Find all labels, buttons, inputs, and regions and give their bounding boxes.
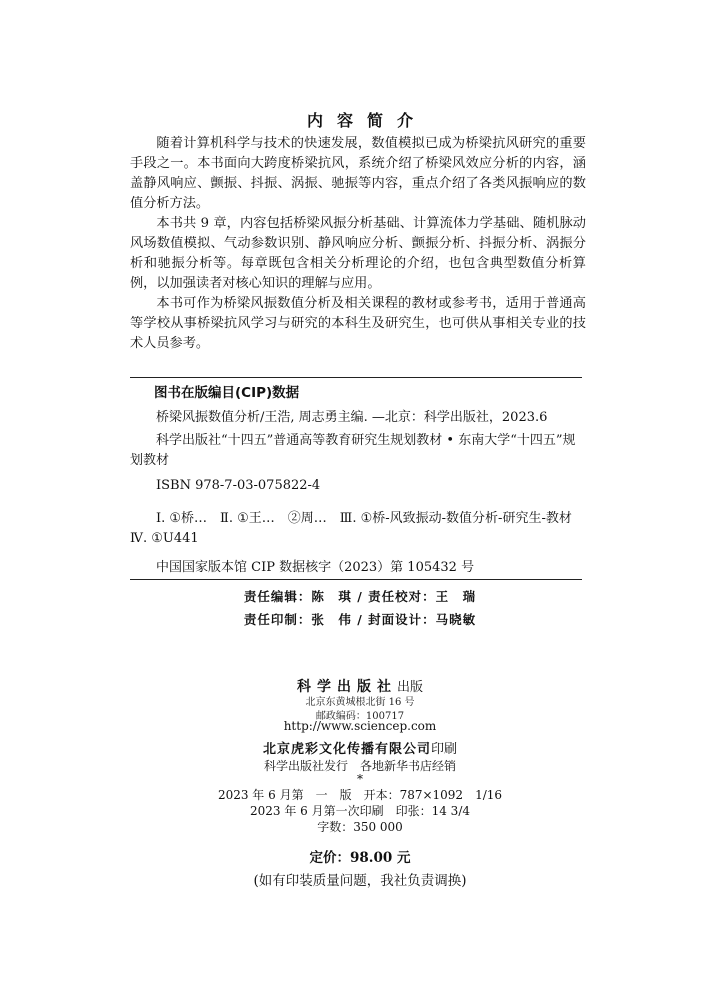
publisher-url: http://www.sciencep.com — [283, 719, 437, 733]
printer-name: 北京虎彩文化传播有限公司 — [262, 742, 431, 757]
cip-isbn: ISBN 978-7-03-075822-4 — [156, 478, 321, 493]
printer-suffix: 印刷 — [431, 742, 458, 757]
printer-line — [0, 738, 720, 757]
cip-number: 中国国家版本馆 CIP 数据核字（2023）第 105432 号 — [156, 560, 475, 575]
cip-title-line: 桥梁风振数值分析/王浩, 周志勇主编. —北京：科学出版社，2023.6 — [156, 410, 548, 425]
edition-line-1: 2023 年 6 月第 一 版 开本：787×1092 1/16 — [217, 788, 503, 802]
price: 定价：98.00 元 — [309, 850, 411, 866]
summary-paragraph-1: 随着计算机科学与技术的快速发展，数值模拟已成为桥梁抗风研究的重要手段之一。本书面向大跨度桥梁抗风，系统介绍了桥梁风效应分析的内容，涵盖静风响应、颤振、抖振、涡振、驰振等内容，重点介绍了各类风振响应的数值分析方法。 — [130, 136, 586, 211]
cip-heading: 图书在版编目(CIP)数据 — [154, 385, 300, 401]
publisher-suffix: 出版 — [396, 680, 423, 695]
credits-line-1: 责任编辑：陈 琪 / 责任校对：王 瑞 — [243, 589, 477, 604]
summary-paragraph-3: 本书可作为桥梁风振数值分析及相关课程的教材或参考书，适用于普通高等学校从事桥梁抗风学习与研究的本科生及研究生，也可供从事相关专业的技术人员参考。 — [130, 296, 586, 351]
cip-series-line: 科学出版社“十四五”普通高等教育研究生规划教材 • 东南大学“十四五”规划教材 — [130, 433, 576, 468]
quality-notice: (如有印装质量问题，我社负责调换) — [253, 873, 467, 889]
summary-body — [130, 134, 586, 354]
cip-bottom-rule — [130, 579, 582, 580]
edition-line-2: 2023 年 6 月第一次印刷 印张：14 3/4 — [249, 804, 470, 818]
credits-line-2: 责任印制：张 伟 / 封面设计：马晓敏 — [243, 612, 477, 627]
summary-paragraph-2: 本书共 9 章，内容包括桥梁风振分析基础、计算流体力学基础、随机脉动风场数值模拟、气动参数识别、静风响应分析、颤振分析、抖振分析、涡振分析和驰振分析等。每章既包含相关分析理论的介绍，也包含典型数值分析算例，以加强读者对核心知识的理解与应用。 — [130, 216, 586, 291]
publisher-name: 科学出版社 — [296, 679, 397, 695]
cip-top-rule — [130, 377, 582, 378]
publisher-postcode: 邮政编码：100717 — [315, 711, 405, 722]
summary-title: 内容简介 — [306, 111, 427, 130]
word-count: 字数：350 000 — [317, 820, 403, 834]
cip-classification: Ⅰ. ①桥… Ⅱ. ①王… ②周… Ⅲ. ①桥-风致振动-数值分析-研究生-教材 Ⅳ. ①U441 — [130, 511, 585, 546]
separator-star: * — [357, 772, 363, 786]
publisher-address: 北京东黄城根北街 16 号 — [305, 697, 415, 708]
distribution-line: 科学出版社发行 各地新华书店经销 — [263, 759, 456, 773]
